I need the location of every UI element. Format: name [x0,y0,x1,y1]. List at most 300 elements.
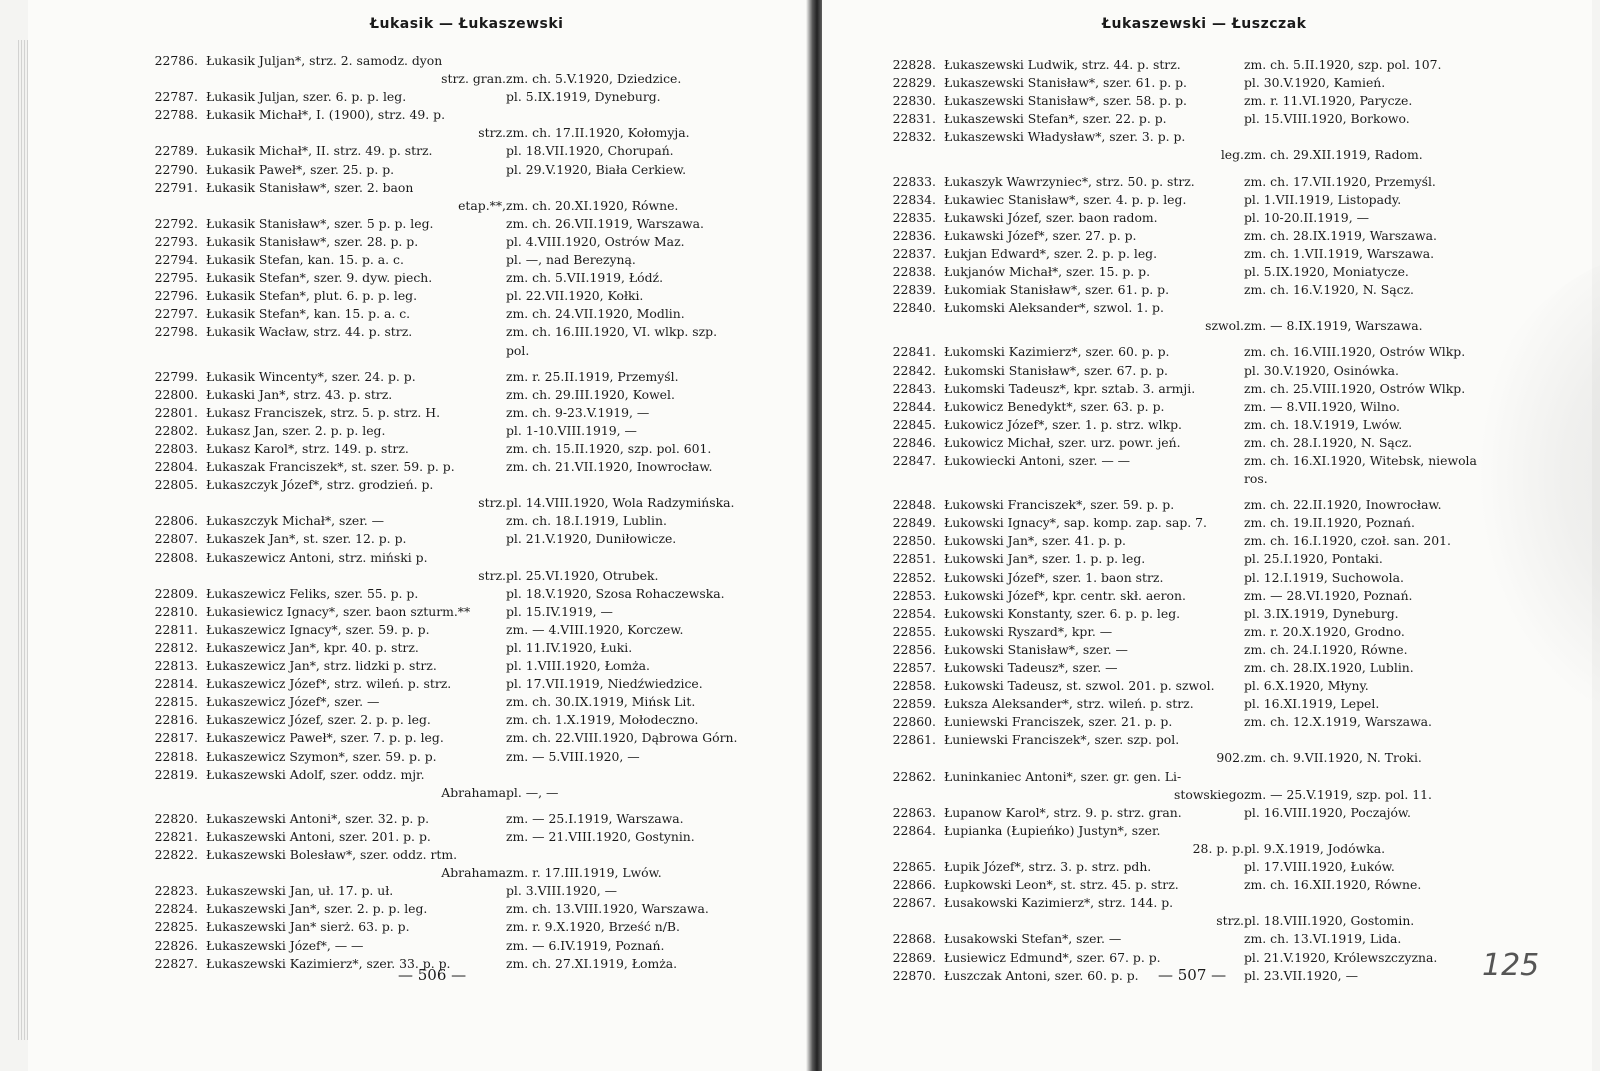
entry-description: Łukawiec Stanisław*, szer. 4. p. p. leg. [944,191,1187,207]
entry-fate: pl. 10-20.II.1919, — [1244,209,1369,225]
list-item [146,621,786,639]
entry-number: 22867. [892,895,936,911]
entry-fate [506,766,776,784]
entry-fate: pl. 12.I.1919, Suchowola. [1244,569,1404,585]
entry-fate [506,106,776,124]
list-item [884,227,1524,245]
entry-description: Łukaszewicz Jan*, strz. lidzki p. strz. [206,658,437,674]
list-item [884,514,1524,532]
list-item [146,52,786,88]
list-item [146,305,786,323]
entry-description: Łuksza Aleksander*, strz. wileń. p. strz. [944,696,1194,712]
entry-fate: pl. 17.VII.1919, Niedźwiedzice. [506,676,703,692]
entry-description: Łusakowski Kazimierz*, strz. 144. p. [944,895,1174,911]
list-item [884,92,1524,110]
entry-number: 22792. [154,215,198,231]
list-item [884,56,1524,74]
entry-fate-continued: pl. —, — [506,784,559,800]
list-item [884,695,1524,713]
entry-description: Łukasik Wincenty*, szer. 24. p. p. [206,368,416,384]
entry-description-continued: etap.**, [458,197,506,213]
entry-fate: zm. ch. 24.I.1920, Równe. [1244,641,1408,657]
entry-number: 22827. [154,955,198,971]
entry-number: 22786. [154,53,198,68]
entry-fate: zm. r. 11.VI.1920, Parycze. [1244,93,1413,109]
entry-description: Łukaszewski Jan*, szer. 2. p. p. leg. [206,901,428,917]
list-item [884,623,1524,641]
list-item [146,512,786,530]
entry-description: Łukasz Franciszek, strz. 5. p. strz. H. [206,404,441,420]
entry-fate: pl. 18.VII.1920, Chorupań. [506,143,674,159]
entry-fate: zm. ch. 16.VIII.1920, Ostrów Wlkp. [1244,344,1466,360]
entry-description-continued: strz. [1216,913,1244,929]
entry-number: 22821. [154,828,198,844]
entry-number: 22822. [154,847,198,863]
list-item [146,323,786,359]
entry-fate: zm. r. 25.II.1919, Przemyśl. [506,368,679,384]
entry-description: Łukaszewski Stanisław*, szer. 58. p. p. [944,93,1187,109]
entry-number: 22810. [154,603,198,619]
entry-fate: zm. ch. 28.I.1920, N. Sącz. [1244,434,1413,450]
entry-fate [506,846,776,864]
entry-number: 22858. [892,678,936,694]
entry-number: 22808. [154,549,198,565]
entry-fate: pl. 30.V.1920, Kamień. [1244,75,1386,91]
entry-description: Łukaski Jan*, strz. 43. p. strz. [206,386,393,402]
list-item [884,434,1524,452]
entry-fate: zm. ch. 1.VII.1919, Warszawa. [1244,245,1435,261]
entry-description: Łukasik Michał*, I. (1900), strz. 49. p. [206,107,446,123]
entry-description: Łukowicz Józef*, szer. 1. p. strz. wlkp. [944,416,1182,432]
entry-fate: zm. ch. 12.X.1919, Warszawa. [1244,714,1433,730]
entry-fate: zm. ch. 5.II.1920, szp. pol. 107. [1244,57,1442,72]
entry-fate-continued: zm. — 8.IX.1919, Warszawa. [1244,318,1423,334]
entry-number: 22790. [154,161,198,177]
entry-description: Łukowski Ignacy*, sap. komp. zap. sap. 7. [944,515,1207,531]
list-item [146,215,786,233]
entry-fate: pl. 6.X.1920, Młyny. [1244,678,1369,694]
list-item [146,549,786,585]
entry-number: 22850. [892,533,936,549]
entry-number: 22844. [892,398,936,414]
list-item [146,251,786,269]
entry-number: 22799. [154,368,198,384]
entry-number: 22802. [154,422,198,438]
list-item [884,858,1524,876]
entry-fate: zm. ch. 25.VIII.1920, Ostrów Wlkp. [1244,380,1466,396]
entry-description: Łukasik Wacław, strz. 44. p. strz. [206,324,413,340]
list-item [146,386,786,404]
entry-description: Łukasik Stefan*, kan. 15. p. a. c. [206,306,411,322]
entry-fate [506,549,776,567]
entry-description: Łukaszewski Stanisław*, szer. 61. p. p. [944,75,1187,91]
list-item [146,711,786,729]
entry-description: Łukaszewski Władysław*, szer. 3. p. p. [944,129,1186,145]
list-item [884,263,1524,281]
entry-fate: pl. 17.VIII.1920, Łuków. [1244,859,1395,875]
entry-number: 22866. [892,877,936,893]
entry-number: 22806. [154,513,198,529]
entry-fate: zm. — 6.IV.1919, Poznań. [506,937,665,953]
list-item [884,605,1524,623]
list-item [146,900,786,918]
entry-fate [1244,768,1514,786]
entry-description-continued: leg. [1220,147,1244,163]
list-item [884,659,1524,677]
list-item [884,804,1524,822]
entry-description: Łukaszewski Stefan*, szer. 22. p. p. [944,111,1167,127]
entry-fate: zm. ch. 19.II.1920, Poznań. [1244,515,1415,531]
entry-description: Łukaszewicz Józef*, strz. wileń. p. strz. [206,676,452,692]
list-item [146,530,786,548]
entry-fate: pl. 18.V.1920, Szosa Rohaczewska. [506,585,725,601]
list-item [146,828,786,846]
list-item [146,846,786,882]
entry-number: 22838. [892,264,936,280]
entry-description: Łukasik Paweł*, szer. 25. p. p. [206,161,395,177]
entry-number: 22853. [892,587,936,603]
entry-number: 22829. [892,75,936,91]
entry-number: 22788. [154,107,198,123]
entry-fate: zm. — 4.VIII.1920, Korczew. [506,621,684,637]
entry-fate: zm. ch. 13.VIII.1920, Warszawa. [506,901,709,917]
entry-description: Łukomski Stanisław*, szer. 67. p. p. [944,362,1168,378]
list-item [884,245,1524,263]
entry-description: Łusiewicz Edmund*, szer. 67. p. p. [944,949,1161,965]
entry-number: 22835. [892,209,936,225]
entry-description: Łuniewski Franciszek*, szer. szp. pol. [944,732,1180,748]
entry-fate: pl. 30.V.1920, Osinówka. [1244,362,1399,378]
entry-description-continued [206,342,506,360]
entry-description: Łupkowski Leon*, st. strz. 45. p. strz. [944,877,1179,893]
entry-number: 22870. [892,967,936,983]
list-item [146,639,786,657]
entry-number: 22807. [154,531,198,547]
entry-fate: pl. 11.IV.1920, Łuki. [506,640,633,655]
entry-number: 22819. [154,766,198,782]
entry-fate: pl. 22.VII.1920, Kołki. [506,288,644,304]
entry-number: 22816. [154,712,198,728]
entry-number: 22815. [154,694,198,710]
entry-number: 22843. [892,380,936,396]
list-item [884,569,1524,587]
list-item [884,173,1524,191]
list-item [146,368,786,386]
entry-number: 22789. [154,143,198,159]
entry-fate: pl. 1.VII.1919, Listopady. [1244,191,1402,207]
entry-number: 22804. [154,459,198,475]
entry-fate: zm. ch. 16.I.1920, czoł. san. 201. [1244,533,1451,549]
entry-description: Łuniewski Franciszek, szer. 21. p. p. [944,714,1173,730]
entry-description: Łukasik Stanisław*, szer. 5 p. p. leg. [206,215,434,231]
entry-description: Łusakowski Stefan*, szer. — [944,931,1122,947]
entry-description-continued: strz. gran. [441,71,506,87]
entry-description: Łukjanów Michał*, szer. 15. p. p. [944,264,1151,280]
list-item [884,550,1524,568]
entry-fate: zm. — 28.VI.1920, Poznań. [1244,587,1413,603]
entry-description: Łukaszewski Ludwik, strz. 44. p. strz. [944,57,1181,72]
entry-description: Łuninkaniec Antoni*, szer. gr. gen. Li- [944,768,1182,784]
entry-number: 22860. [892,714,936,730]
list-item [884,452,1524,488]
list-item [884,949,1524,967]
entry-number: 22847. [892,452,936,468]
entry-fate: zm. ch. 16.XII.1920, Równe. [1244,877,1422,893]
entry-fate: zm. — 21.VIII.1920, Gostynin. [506,828,695,844]
entry-number: 22814. [154,676,198,692]
list-item [884,894,1524,930]
entry-fate-continued: zm. ch. 20.XI.1920, Równe. [506,197,679,213]
entry-description: Łukasik Stefan, kan. 15. p. a. c. [206,252,404,268]
entry-description: Łukowski Józef*, kpr. centr. skł. aeron. [944,587,1186,603]
entry-number: 22840. [892,300,936,316]
entry-description-continued [944,470,1244,488]
entry-number: 22849. [892,515,936,531]
entry-fate: pl. 1.VIII.1920, Łomża. [506,658,650,674]
entry-fate-continued: pl. 18.VIII.1920, Gostomin. [1244,913,1415,929]
list-item [146,603,786,621]
entry-number: 22820. [154,810,198,826]
entry-number: 22812. [154,640,198,655]
list-item [884,380,1524,398]
entry-fate-continued: zm. ch. 9.VII.1920, N. Troki. [1244,750,1422,766]
list-item [146,269,786,287]
entry-fate: pl. 25.I.1920, Pontaki. [1244,551,1383,567]
list-item [146,882,786,900]
entry-number: 22817. [154,730,198,746]
entry-fate: pl. 5.IX.1919, Dyneburg. [506,89,661,105]
entry-fate: pl. 21.V.1920, Duniłowicze. [506,531,677,547]
entry-number: 22862. [892,768,936,784]
entry-description: Łukasiewicz Ignacy*, szer. baon szturm.** [206,603,471,619]
list-item [884,713,1524,731]
entry-number: 22809. [154,585,198,601]
list-item [884,191,1524,209]
entry-fate: pl. 4.VIII.1920, Ostrów Maz. [506,233,685,249]
entry-description-continued: strz. [478,125,506,141]
entry-description: Łukaszewicz Józef*, szer. — [206,694,380,710]
entry-fate-continued: zm. — 25.V.1919, szp. pol. 11. [1244,786,1432,802]
entry-number: 22851. [892,551,936,567]
page-number: — 507 — [1158,966,1227,984]
entry-number: 22865. [892,859,936,875]
entry-fate: zm. ch. 16.XI.1920, Witebsk, niewola [1244,452,1477,468]
entry-description: Łuszczak Antoni, szer. 60. p. p. [944,967,1139,983]
entry-number: 22846. [892,434,936,450]
list-item [884,416,1524,434]
entry-description-continued: stowskiego [1174,786,1244,802]
list-item [146,142,786,160]
entry-description-continued: 28. p. p. [1192,840,1244,856]
entry-fate [1244,299,1514,317]
entry-fate [506,476,776,494]
entry-fate: zm. ch. 15.II.1920, szp. pol. 601. [506,440,712,456]
entry-description: Łukowski Jan*, szer. 1. p. p. leg. [944,551,1146,567]
list-item [884,731,1524,767]
entry-fate: pl. 29.V.1920, Biała Cerkiew. [506,161,687,177]
entry-description: Łukasik Juljan, szer. 6. p. p. leg. [206,89,407,105]
right-page [822,0,1592,1071]
entry-description: Łukomski Tadeusz*, kpr. sztab. 3. armji. [944,380,1196,396]
entry-description: Łukaszewski Jan* sierż. 63. p. p. [206,919,410,935]
entry-description: Łukaszewski Jan, uł. 17. p. uł. [206,883,394,899]
entry-description: Łupik Józef*, strz. 3. p. strz. pdh. [944,859,1152,875]
entry-fate: zm. r. 20.X.1920, Grodno. [1244,623,1405,639]
entry-description: Łukaszewicz Ignacy*, szer. 59. p. p. [206,621,430,637]
list-item [146,918,786,936]
list-item [884,641,1524,659]
entry-number: 22787. [154,89,198,105]
entry-number: 22803. [154,440,198,456]
entry-number: 22813. [154,658,198,674]
entry-fate: zm. ch. 27.XI.1919, Łomża. [506,955,678,971]
entry-number: 22833. [892,173,936,189]
entry-number: 22811. [154,621,198,637]
entry-list [884,56,1524,985]
entry-fate: zm. ch. 26.VII.1919, Warszawa. [506,215,704,231]
list-item [146,675,786,693]
entry-description: Łukasik Juljan*, strz. 2. samodz. dyon [206,53,443,68]
entry-description: Łukaszyk Wawrzyniec*, strz. 50. p. strz. [944,173,1195,189]
entry-number: 22848. [892,497,936,513]
entry-fate: zm. — 25.I.1919, Warszawa. [506,810,684,826]
list-item [884,677,1524,695]
entry-description: Łukowski Jan*, szer. 41. p. p. [944,533,1126,549]
list-item [146,748,786,766]
entry-fate: zm. ch. 16.III.1920, VI. wlkp. szp. [506,324,718,340]
entry-number: 22824. [154,901,198,917]
entry-number: 22869. [892,949,936,965]
entry-description-continued: strz. [478,567,506,583]
entry-number: 22837. [892,245,936,261]
entry-number: 22868. [892,931,936,947]
list-item [146,179,786,215]
list-item [884,768,1524,804]
entry-fate: zm. ch. 17.VII.1920, Przemyśl. [1244,173,1436,189]
entry-fate: zm. — 5.VIII.1920, — [506,748,640,764]
entry-description: Łukaszewicz Józef, szer. 2. p. p. leg. [206,712,431,728]
entry-description: Łukowski Tadeusz*, szer. — [944,660,1118,675]
entry-number: 22852. [892,569,936,585]
entry-description: Łukaszewski Adolf, szer. oddz. mjr. [206,766,425,782]
entry-number: 22856. [892,641,936,657]
entry-number: 22791. [154,179,198,195]
entry-number: 22839. [892,282,936,298]
entry-number: 22795. [154,270,198,286]
list-item [146,937,786,955]
list-item [146,233,786,251]
entry-number: 22826. [154,937,198,953]
entry-description: Łukaszewski Józef*, — — [206,937,364,953]
entry-fate: zm. — 8.VII.1920, Wilno. [1244,398,1400,414]
list-item [146,88,786,106]
entry-description-continued: Abrahama [441,865,506,881]
entry-number: 22800. [154,386,198,402]
entry-fate: pl. 16.VIII.1920, Poczajów. [1244,804,1411,820]
entry-fate: pl. 5.IX.1920, Moniatycze. [1244,264,1409,280]
entry-description: Łukasz Karol*, strz. 149. p. strz. [206,440,409,456]
entry-number: 22859. [892,696,936,712]
entry-description: Łukowicz Benedykt*, szer. 63. p. p. [944,398,1165,414]
entry-description: Łukomiak Stanisław*, szer. 61. p. p. [944,282,1170,298]
entry-number: 22832. [892,129,936,145]
entry-description-continued: strz. [478,495,506,511]
entry-number: 22861. [892,732,936,748]
handwritten-sheet-number: 125 [1482,948,1540,983]
list-item [146,766,786,802]
entry-description: Łukasz Jan, szer. 2. p. p. leg. [206,422,386,438]
entry-description: Łukaszczyk Józef*, strz. grodzień. p. [206,477,434,493]
entry-description: Łupanow Karol*, strz. 9. p. strz. gran. [944,804,1182,820]
entry-description: Łukaszewicz Paweł*, szer. 7. p. p. leg. [206,730,444,746]
list-item [884,209,1524,227]
entry-description: Łukaszewicz Feliks, szer. 55. p. p. [206,585,419,601]
entry-fate [1244,731,1514,749]
entry-number: 22793. [154,233,198,249]
entry-fate: zm. ch. 5.VII.1919, Łódź. [506,270,664,286]
entry-fate-continued: pol. [506,342,530,358]
entry-description: Łupianka (Łupieńko) Justyn*, szer. [944,822,1161,838]
list-item [146,287,786,305]
entry-number: 22828. [892,57,936,72]
entry-description-continued: Abrahama [441,784,506,800]
list-item [884,110,1524,128]
entry-number: 22798. [154,324,198,340]
entry-description: Łukaszewicz Antoni, strz. miński p. [206,549,428,565]
entry-fate: zm. ch. 29.III.1920, Kowel. [506,386,675,402]
entry-description: Łukomski Aleksander*, szwol. 1. p. [944,300,1164,316]
list-item [146,404,786,422]
entry-description: Łukaszewicz Szymon*, szer. 59. p. p. [206,748,437,764]
entry-number: 22794. [154,252,198,268]
entry-fate: zm. ch. 9-23.V.1919, — [506,404,650,420]
entry-fate: zm. ch. 16.V.1920, N. Sącz. [1244,282,1414,298]
entry-number: 22831. [892,111,936,127]
list-item [884,343,1524,361]
entry-fate-continued: zm. ch. 29.XII.1919, Radom. [1244,147,1423,163]
entry-number: 22818. [154,748,198,764]
entry-description: Łukowski Stanisław*, szer. — [944,641,1128,657]
entry-fate: zm. ch. 22.VIII.1920, Dąbrowa Górn. [506,730,738,746]
list-item [884,398,1524,416]
list-item [884,532,1524,550]
entry-description: Łukowski Tadeusz, st. szwol. 201. p. szwol. [944,678,1215,694]
page-number: — 506 — [398,966,467,984]
entry-fate-continued: pl. 25.VI.1920, Otrubek. [506,567,659,583]
running-head: Łukasik — Łukaszewski [370,16,564,32]
entry-fate: pl. 15.IV.1919, — [506,603,613,619]
entry-description: Łukaszewski Antoni, szer. 201. p. p. [206,828,431,844]
entry-fate: zm. ch. 24.VII.1920, Modlin. [506,306,685,322]
entry-description: Łukaszak Franciszek*, st. szer. 59. p. p. [206,459,455,475]
list-item [146,810,786,828]
entry-fate: pl. 1-10.VIII.1919, — [506,422,637,438]
list-item [884,362,1524,380]
entry-description: Łukaszewicz Jan*, kpr. 40. p. strz. [206,640,419,655]
entry-number: 22857. [892,660,936,675]
entry-description-continued: 902. [1216,750,1244,766]
entry-number: 22834. [892,191,936,207]
list-item [146,458,786,476]
entry-number: 22823. [154,883,198,899]
entry-description: Łukowski Konstanty, szer. 6. p. p. leg. [944,605,1181,621]
list-item [146,585,786,603]
list-item [146,476,786,512]
list-item [146,106,786,142]
entry-fate [1244,128,1514,146]
entry-fate: zm. ch. 18.I.1919, Lublin. [506,513,667,529]
entry-description: Łukowski Ryszard*, kpr. — [944,623,1113,639]
